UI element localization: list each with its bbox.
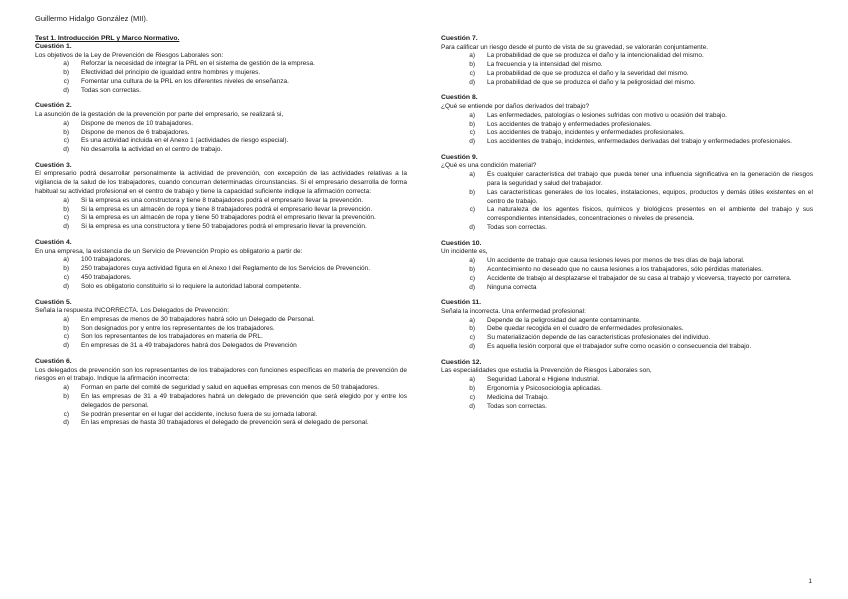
option-letter: d) (469, 78, 475, 86)
question-block (35, 43, 407, 95)
question-text: ¿Qué se entiende por daños derivados del trabajo? (441, 102, 590, 110)
option-letter: a) (63, 60, 69, 68)
question-text: ¿Qué es una condición material? (441, 162, 537, 170)
option-text: 450 trabajadores. (81, 273, 132, 281)
option-text: Las enfermedades, patologías o lesiones sufridas con motivo u ocasión del trabajo. (487, 111, 727, 119)
answer-option (441, 284, 813, 293)
option-letter: c) (63, 410, 69, 418)
option-list (35, 256, 407, 291)
option-letter: a) (469, 171, 475, 179)
option-text: En empresas de menos de 30 trabajadores habrá sólo un Delegado de Personal. (81, 315, 315, 323)
option-text: La naturaleza de los agentes físicos, químicos y biológicos presentes en el ambiente del trabajo y sus correspondientes intensidades, concentraciones o niveles de presencia. (487, 206, 813, 223)
option-letter: b) (63, 324, 69, 332)
author-header: Guillermo Hidalgo González (MII). (35, 14, 148, 23)
answer-option (35, 265, 407, 274)
test-title: Test 1. Introducción PRL y Marco Normativo. (35, 35, 180, 42)
option-text: Si la empresa es un almacén de ropa y tiene 8 trabajadores podrá el empresario llevar la prevención. (81, 205, 373, 213)
question-block (441, 154, 813, 233)
option-text: Los accidentes de trabajo y enfermedades profesionales. (487, 120, 652, 128)
answer-option (441, 343, 813, 352)
left-column (35, 35, 407, 435)
option-text: Acontecimiento no deseado que no causa lesiones a los trabajadores, sólo pérdidas materiales. (487, 265, 764, 273)
answer-option (441, 403, 813, 412)
option-list (35, 197, 407, 232)
option-letter: c) (63, 333, 69, 341)
option-letter: b) (63, 69, 69, 77)
option-text: 250 trabajadores cuya actividad figura en el Anexo I del Reglamento de los Servicios de Prevención. (81, 265, 371, 273)
option-letter: c) (469, 129, 475, 137)
option-letter: b) (469, 120, 475, 128)
question-title: Cuestión 6. (35, 358, 72, 366)
option-letter: a) (469, 111, 475, 119)
question-title: Cuestión 4. (35, 239, 72, 247)
option-letter: d) (469, 402, 475, 410)
option-text: Debe quedar recogida en el cuadro de enfermedades profesionales. (487, 325, 684, 333)
option-letter: d) (63, 146, 69, 154)
right-column (441, 35, 813, 418)
question-text: El empresario podrá desarrollar personalmente la actividad de prevención, con excepción de las actividades relativas a la vigilancia de la salud de los trabajadores, cuando concurran determinadas circunstancias. Si el empresario desarrolla de forma habitual su actividad profesional en el centro de trabajo y tiene la capacidad suficiente indique la afirmación correcta: (35, 170, 407, 196)
answer-option (441, 266, 813, 275)
option-letter: a) (63, 119, 69, 127)
option-list (441, 52, 813, 87)
question-text: Las especialidades que estudia la Prevención de Riesgos Laborales son, (441, 367, 652, 375)
option-text: Medicina del Trabajo. (487, 393, 549, 401)
option-text: Forman en parte del comité de seguridad y salud en aquellas empresas con menos de 50 trabajadores. (81, 384, 380, 392)
option-text: Es una actividad incluida en el Anexo 1 (actividades de riesgo especial). (81, 137, 289, 145)
answer-option (441, 189, 813, 207)
answer-option (35, 419, 407, 428)
answer-option (441, 129, 813, 138)
option-list (35, 384, 407, 428)
option-list (35, 316, 407, 351)
left-question-list (35, 43, 407, 428)
question-block (35, 239, 407, 291)
question-text: Un incidente es, (441, 248, 488, 256)
answer-option (441, 385, 813, 394)
question-title: Cuestión 7. (441, 35, 478, 42)
option-letter: a) (469, 257, 475, 265)
question-title: Cuestión 10. (441, 239, 482, 247)
option-text: Se podrán presentar en el lugar del accidente, incluso fuera de su jornada laboral. (81, 410, 318, 418)
answer-option (35, 384, 407, 393)
question-block (441, 299, 813, 351)
option-letter: d) (63, 223, 69, 231)
page-number: 1 (808, 578, 812, 585)
answer-option (35, 316, 407, 325)
option-letter: d) (63, 86, 69, 94)
question-block (441, 240, 813, 292)
answer-option (35, 197, 407, 206)
option-text: La probabilidad de que se produzca el daño y la peligrosidad del mismo. (487, 78, 696, 86)
option-letter: c) (469, 206, 475, 214)
option-letter: b) (469, 325, 475, 333)
option-list (441, 257, 813, 292)
answer-option (441, 394, 813, 403)
option-text: Efectividad del principio de igualdad entre hombres y mujeres. (81, 69, 261, 77)
option-letter: c) (469, 393, 475, 401)
answer-option (35, 69, 407, 78)
option-list (441, 317, 813, 352)
answer-option (441, 334, 813, 343)
option-text: Accidente de trabajo al desplazarse el trabajador de su casa al trabajo y viceversa, trayecto por carretera. (487, 274, 792, 282)
answer-option (35, 411, 407, 420)
option-text: Los accidentes de trabajo, incidentes, enfermedades derivadas del trabajo y enfermedades profesionales. (487, 138, 792, 146)
question-title: Cuestión 8. (441, 94, 478, 102)
option-list (441, 376, 813, 411)
option-text: La probabilidad de que se produzca el daño y la intencionalidad del mismo. (487, 52, 704, 60)
option-letter: a) (63, 384, 69, 392)
option-letter: c) (469, 334, 475, 342)
option-text: Reforzar la necesidad de integrar la PRL en el sistema de gestión de la empresa. (81, 60, 315, 68)
answer-option (35, 129, 407, 138)
option-text: Si la empresa es un almacén de ropa y tiene 50 trabajadores podrá el empresario llevar la prevención. (81, 214, 376, 222)
question-block (35, 358, 407, 428)
option-letter: b) (63, 128, 69, 136)
question-block (35, 102, 407, 154)
answer-option (35, 78, 407, 87)
answer-option (441, 138, 813, 147)
option-letter: a) (469, 52, 475, 60)
option-text: Todas son correctas. (81, 86, 141, 94)
option-letter: b) (63, 265, 69, 273)
answer-option (35, 214, 407, 223)
answer-option (35, 342, 407, 351)
question-text: En una empresa, la existencia de un Servicio de Prevención Propio es obligatorio a partir de: (35, 247, 303, 255)
option-letter: c) (469, 274, 475, 282)
option-letter: b) (469, 384, 475, 392)
question-text: Señala la respuesta INCORRECTA. Los Delegados de Prevención: (35, 307, 229, 315)
option-text: Ninguna correcta (487, 283, 537, 291)
answer-option (35, 274, 407, 283)
question-title: Cuestión 3. (35, 161, 72, 169)
option-text: Son designados por y entre los representantes de los trabajadores. (81, 324, 275, 332)
answer-option (35, 206, 407, 215)
question-title: Cuestión 5. (35, 298, 72, 306)
option-letter: b) (63, 392, 69, 400)
option-letter: d) (469, 138, 475, 146)
option-text: Los accidentes de trabajo, incidentes y enfermedades profesionales. (487, 129, 685, 137)
question-block (441, 359, 813, 411)
question-text: Los objetivos de la Ley de Prevención de Riesgos Laborales son: (35, 51, 224, 59)
answer-option (441, 325, 813, 334)
right-question-list (441, 35, 813, 411)
option-letter: b) (469, 265, 475, 273)
option-text: Su materialización depende de las características profesionales del individuo. (487, 334, 711, 342)
answer-option (35, 223, 407, 232)
option-list (441, 112, 813, 147)
answer-option (441, 275, 813, 284)
option-text: Un accidente de trabajo que causa lesiones leves por menos de tres días de baja laboral. (487, 257, 745, 265)
answer-option (441, 224, 813, 233)
option-text: Seguridad Laboral e Higiene Industrial. (487, 376, 600, 384)
answer-option (35, 325, 407, 334)
option-letter: b) (469, 61, 475, 69)
option-letter: a) (469, 316, 475, 324)
question-block (35, 299, 407, 351)
option-text: Depende de la peligrosidad del agente contaminante. (487, 316, 641, 324)
answer-option (35, 333, 407, 342)
answer-option (35, 146, 407, 155)
question-block (35, 162, 407, 232)
option-text: Es cualquier característica del trabajo que pueda tener una influencia significativa en la generación de riesgos para la seguridad y salud del trabajador. (487, 171, 813, 188)
answer-option (441, 61, 813, 70)
option-letter: a) (63, 315, 69, 323)
option-list (441, 171, 813, 233)
option-letter: d) (63, 342, 69, 350)
option-text: 100 trabajadores. (81, 256, 132, 264)
option-letter: c) (63, 137, 69, 145)
answer-option (35, 120, 407, 129)
answer-option (441, 52, 813, 61)
question-text: La asunción de la gestación de la prevención por parte del empresario, se realizará si, (35, 110, 284, 118)
option-letter: d) (469, 283, 475, 291)
question-text: Para calificar un riesgo desde el punto de vista de su gravedad, se valorarán conjuntamente. (441, 43, 709, 51)
answer-option (35, 87, 407, 96)
answer-option (441, 376, 813, 385)
option-text: Son los representantes de los trabajadores en materia de PRL. (81, 333, 263, 341)
answer-option (35, 393, 407, 411)
question-title: Cuestión 2. (35, 102, 72, 110)
answer-option (35, 283, 407, 292)
option-letter: a) (63, 196, 69, 204)
option-list (35, 60, 407, 95)
question-block (441, 35, 813, 87)
option-letter: d) (63, 282, 69, 290)
option-text: Es aquella lesión corporal que el trabajador sufre como ocasión o consecuencia del trabajo. (487, 343, 752, 351)
option-text: En empresas de 31 a 49 trabajadores habrá dos Delegados de Prevención (81, 342, 297, 350)
answer-option (441, 112, 813, 121)
option-text: Fomentar una cultura de la PRL en los diferentes niveles de enseñanza. (81, 77, 289, 85)
option-text: Todas son correctas. (487, 224, 547, 232)
option-text: No desarrolla la actividad en el centro de trabajo. (81, 146, 223, 154)
answer-option (441, 317, 813, 326)
option-letter: d) (469, 224, 475, 232)
option-text: En las empresas de 31 a 49 trabajadores habrá un delegado de prevención que será elegido por y entre los delegados de personal. (81, 392, 407, 409)
option-letter: d) (469, 343, 475, 351)
option-letter: d) (63, 419, 69, 427)
question-title: Cuestión 1. (35, 43, 72, 50)
answer-option (35, 60, 407, 69)
question-title: Cuestión 12. (441, 358, 482, 366)
option-text: Ergonomía y Psicosociología aplicadas. (487, 384, 602, 392)
option-letter: c) (63, 77, 69, 85)
option-letter: b) (63, 205, 69, 213)
option-letter: c) (63, 273, 69, 281)
option-letter: c) (63, 214, 69, 222)
answer-option (441, 70, 813, 79)
answer-option (441, 206, 813, 224)
option-text: Si la empresa es una constructora y tiene 50 trabajadores podrá el empresario llevar la prevención. (81, 223, 367, 231)
answer-option (441, 257, 813, 266)
answer-option (441, 79, 813, 88)
question-title: Cuestión 9. (441, 153, 478, 161)
question-text: Señala la incorrecta. Una enfermedad profesional: (441, 307, 586, 315)
option-text: La frecuencia y la intensidad del mismo. (487, 61, 603, 69)
answer-option (35, 256, 407, 265)
answer-option (35, 137, 407, 146)
option-letter: b) (469, 188, 475, 196)
option-text: En las empresas de hasta 30 trabajadores el delegado de prevención será el delegado de personal. (81, 419, 369, 427)
question-title: Cuestión 11. (441, 299, 482, 307)
option-letter: c) (469, 69, 475, 77)
answer-option (441, 171, 813, 189)
option-letter: a) (63, 256, 69, 264)
option-letter: a) (469, 376, 475, 384)
option-text: Solo es obligatorio constituirlo si lo requiere la autoridad laboral competente. (81, 282, 302, 290)
question-block (441, 94, 813, 146)
question-text: Los delegados de prevención son los representantes de los trabajadores con funciones específicas en materia de prevención de riesgos en el trabajo. Indique la afirmación incorrecta: (35, 366, 407, 383)
option-list (35, 120, 407, 155)
option-text: Si la empresa es una constructora y tiene 8 trabajadores podrá el empresario llevar la prevención. (81, 196, 364, 204)
option-text: Dispone de menos de 10 trabajadores. (81, 119, 194, 127)
option-text: Todas son correctas. (487, 402, 547, 410)
option-text: La probabilidad de que se produzca el daño y la severidad del mismo. (487, 69, 689, 77)
option-text: Dispone de menos de 6 trabajadores. (81, 128, 190, 136)
answer-option (441, 121, 813, 130)
option-text: Las características generales de los locales, instalaciones, equipos, productos y demás útiles existentes en el centro de trabajo. (487, 188, 813, 205)
